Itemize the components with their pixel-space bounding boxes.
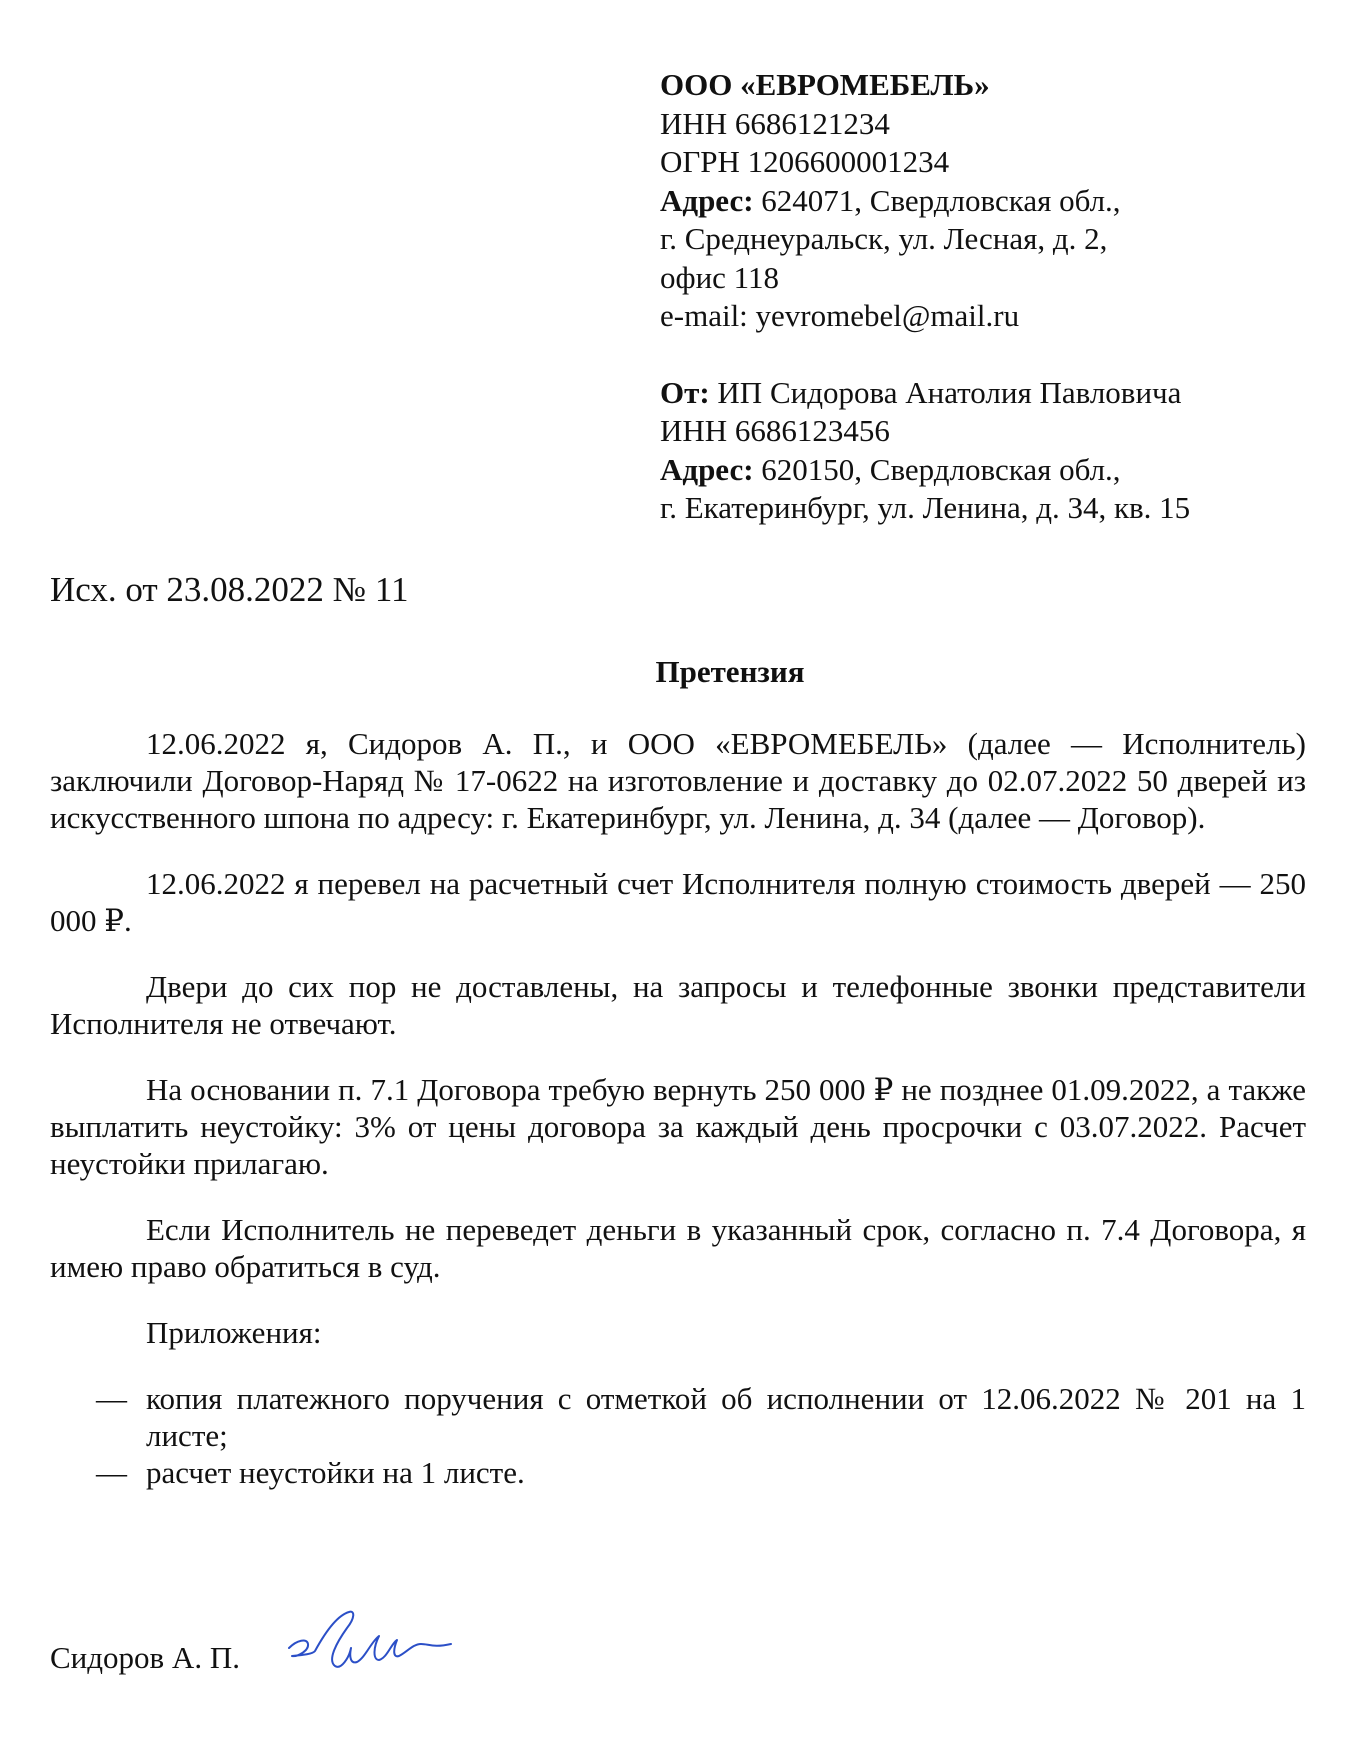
sender-address-value: 620150, Свердловская обл., xyxy=(753,451,1121,487)
list-dash: — xyxy=(96,1455,127,1490)
signer-name: Сидоров А. П. xyxy=(50,1640,240,1675)
outgoing-reference: Исх. от 23.08.2022 № 11 xyxy=(50,570,409,609)
sender-from-label: От: xyxy=(660,374,710,410)
header-gap xyxy=(660,336,1300,374)
paragraph-demand: На основании п. 7.1 Договора требую вернуть 250 000 ₽ не позднее 01.09.2022, а также выплатить неустойку: 3% от цены договора за каждый день просрочки с 03.07.2022. Расчет неустойки прилагаю. xyxy=(50,1072,1306,1181)
recipient-address-line1 xyxy=(660,182,1300,221)
addressee-block xyxy=(660,66,1300,528)
sender-address-label: Адрес: xyxy=(660,451,754,487)
recipient-inn: ИНН 6686121234 xyxy=(660,105,890,141)
sender-name: ИП Сидорова Анатолия Павловича xyxy=(709,374,1182,410)
attachment-item xyxy=(50,1380,1306,1454)
recipient-address-line2: г. Среднеуральск, ул. Лесная, д. 2, xyxy=(660,221,1108,256)
document-title: Претензия xyxy=(655,654,805,689)
recipient-address-value: 624071, Свердловская обл., xyxy=(753,182,1121,218)
paragraph-not-delivered: Двери до сих пор не доставлены, на запросы и телефонные звонки представители Исполнителя не отвечают. xyxy=(50,969,1306,1041)
sender-from-line xyxy=(660,374,1300,413)
recipient-ogrn: ОГРН 1206600001234 xyxy=(660,144,950,179)
paragraph-payment: 12.06.2022 я перевел на расчетный счет Исполнителя полную стоимость дверей — 250 000 ₽. xyxy=(50,866,1306,938)
sender-address-line1 xyxy=(660,451,1300,490)
recipient-company: ООО «ЕВРОМЕБЕЛЬ» xyxy=(660,67,990,102)
attachment-item xyxy=(50,1454,1306,1491)
attachment-text: расчет неустойки на 1 листе. xyxy=(146,1455,525,1490)
paragraph-court: Если Исполнитель не переведет деньги в указанный срок, согласно п. 7.4 Договора, я имею право обратиться в суд. xyxy=(50,1212,1306,1284)
attachments-title: Приложения: xyxy=(146,1315,322,1350)
attachment-text: копия платежного поручения с отметкой об исполнении от 12.06.2022 № 201 на 1 листе; xyxy=(146,1381,1306,1453)
paragraph-contract: 12.06.2022 я, Сидоров А. П., и ООО «ЕВРОМЕБЕЛЬ» (далее — Исполнитель) заключили Договор-Наряд № 17-0622 на изготовление и доставку до 02.07.2022 50 дверей из искусственного шпона по адресу: г. Екатеринбург, ул. Ленина, д. 34 (далее — Договор). xyxy=(50,726,1306,835)
attachments-list xyxy=(50,1380,1306,1491)
recipient-address-label: Адрес: xyxy=(660,182,754,218)
sender-address-line2: г. Екатеринбург, ул. Ленина, д. 34, кв. 15 xyxy=(660,490,1191,525)
recipient-address-line3: офис 118 xyxy=(660,259,780,295)
list-dash: — xyxy=(96,1381,127,1416)
claim-body xyxy=(50,725,1306,1491)
document-title-row xyxy=(0,652,1360,692)
handwritten-signature xyxy=(283,1604,458,1684)
sender-inn: ИНН 6686123456 xyxy=(660,413,890,448)
recipient-email: e-mail: yevromebel@mail.ru xyxy=(660,298,1020,333)
signature-stroke xyxy=(289,1612,451,1667)
